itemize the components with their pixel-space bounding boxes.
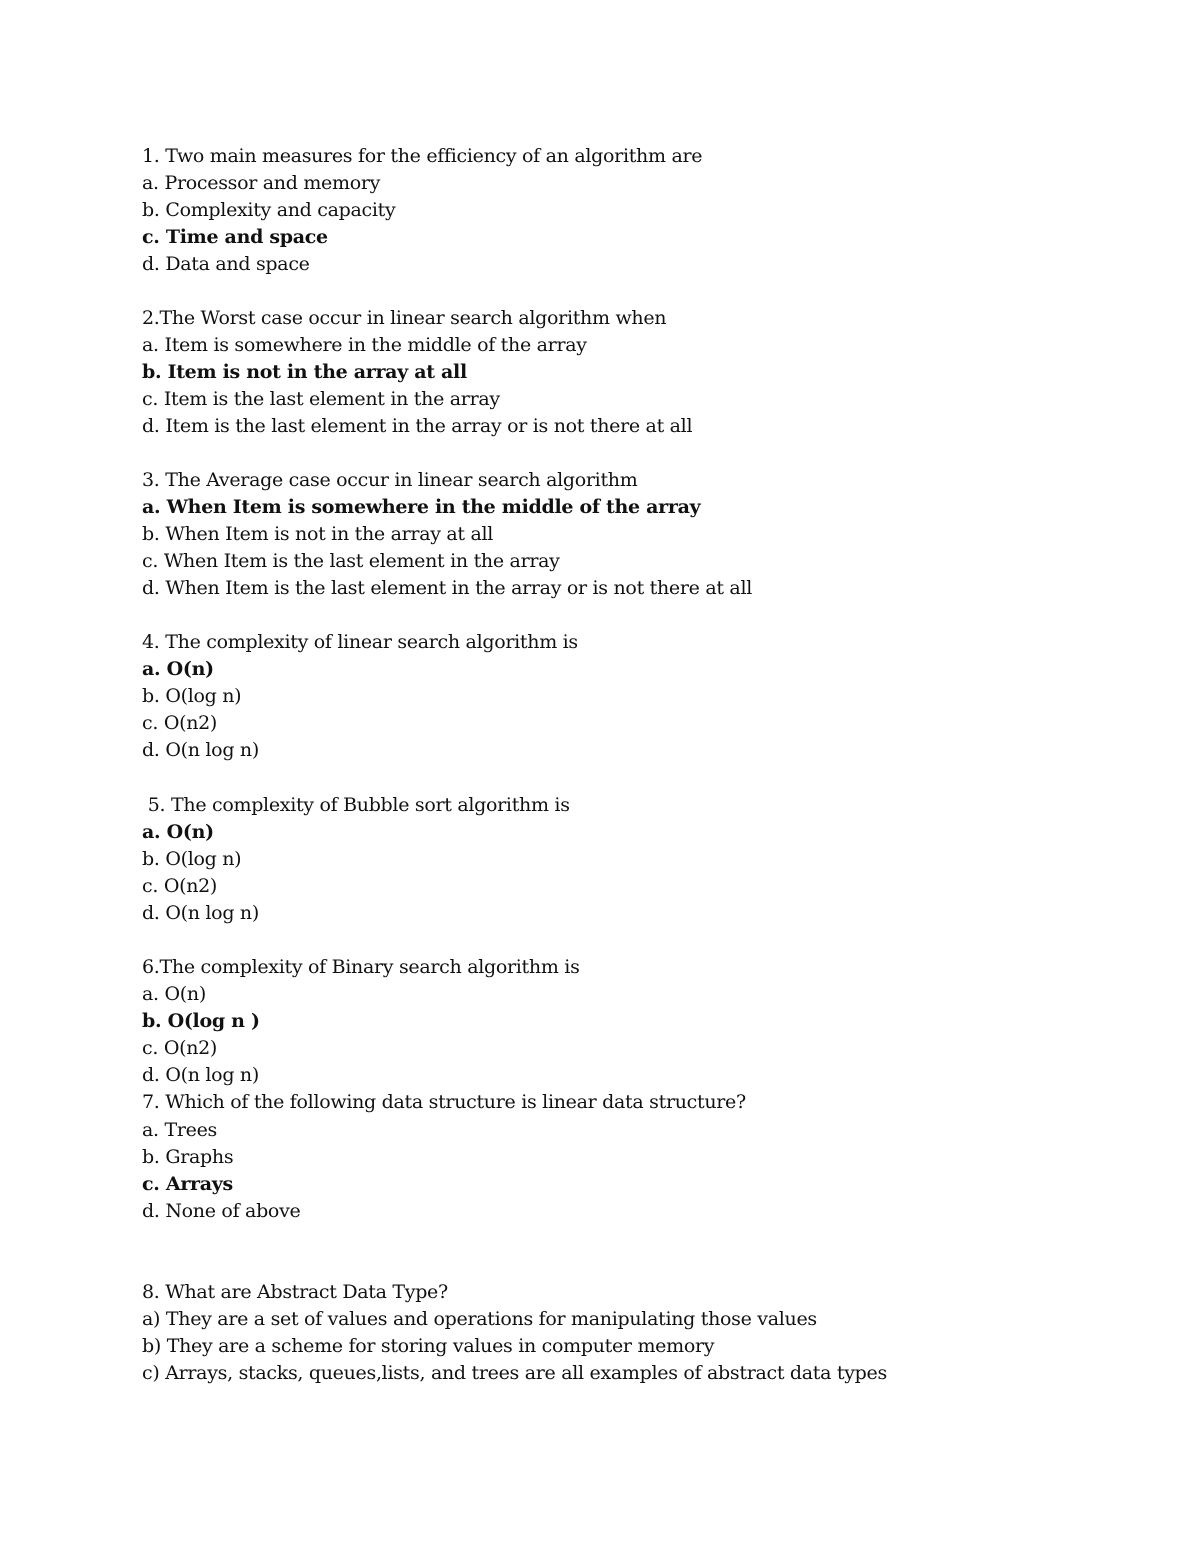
question-2-option-b-correct: b. Item is not in the array at all: [142, 361, 467, 383]
question-7-option-d: d. None of above: [142, 1200, 301, 1222]
question-1-text: 1. Two main measures for the efficiency of an algorithm are: [142, 145, 703, 167]
question-7-option-a: a. Trees: [142, 1119, 218, 1141]
question-4-text: 4. The complexity of linear search algorithm is: [142, 631, 578, 653]
question-1-option-b: b. Complexity and capacity: [142, 199, 396, 221]
question-6-option-b-correct: b. O(log n ): [142, 1010, 260, 1032]
question-3-option-c: c. When Item is the last element in the array: [142, 550, 560, 572]
question-2-text: 2.The Worst case occur in linear search algorithm when: [142, 307, 667, 329]
question-4-option-c: c. O(n2): [142, 712, 218, 734]
question-7-text: 7. Which of the following data structure is linear data structure?: [142, 1091, 746, 1113]
question-8-option-b: b) They are a scheme for storing values in computer memory: [142, 1335, 715, 1357]
question-4-option-b: b. O(log n): [142, 685, 242, 707]
question-6-option-a: a. O(n): [142, 983, 206, 1005]
question-7-option-c-correct: c. Arrays: [142, 1173, 233, 1195]
question-5-text: 5. The complexity of Bubble sort algorithm is: [142, 794, 570, 816]
question-5-option-c: c. O(n2): [142, 875, 218, 897]
question-6-text: 6.The complexity of Binary search algorithm is: [142, 956, 580, 978]
question-6-option-d: d. O(n log n): [142, 1064, 259, 1086]
question-8-option-a: a) They are a set of values and operations for manipulating those values: [142, 1308, 817, 1330]
question-2-option-c: c. Item is the last element in the array: [142, 388, 500, 410]
question-1-option-c-correct: c. Time and space: [142, 226, 328, 248]
question-3-text: 3. The Average case occur in linear search algorithm: [142, 469, 638, 491]
question-3-option-d: d. When Item is the last element in the array or is not there at all: [142, 577, 753, 599]
question-4-option-a-correct: a. O(n): [142, 658, 214, 680]
question-1-option-d: d. Data and space: [142, 253, 310, 275]
question-5-option-a-correct: a. O(n): [142, 821, 214, 843]
question-6-option-c: c. O(n2): [142, 1037, 218, 1059]
question-5-option-b: b. O(log n): [142, 848, 242, 870]
question-3-option-a-correct: a. When Item is somewhere in the middle of the array: [142, 496, 701, 518]
question-8-option-c: c) Arrays, stacks, queues,lists, and trees are all examples of abstract data types: [142, 1362, 887, 1384]
question-5-option-d: d. O(n log n): [142, 902, 259, 924]
question-7-option-b: b. Graphs: [142, 1146, 234, 1168]
question-2-option-d: d. Item is the last element in the array or is not there at all: [142, 415, 693, 437]
question-4-option-d: d. O(n log n): [142, 739, 259, 761]
question-3-option-b: b. When Item is not in the array at all: [142, 523, 494, 545]
question-8-text: 8. What are Abstract Data Type?: [142, 1281, 448, 1303]
question-2-option-a: a. Item is somewhere in the middle of the array: [142, 334, 587, 356]
question-1-option-a: a. Processor and memory: [142, 172, 381, 194]
